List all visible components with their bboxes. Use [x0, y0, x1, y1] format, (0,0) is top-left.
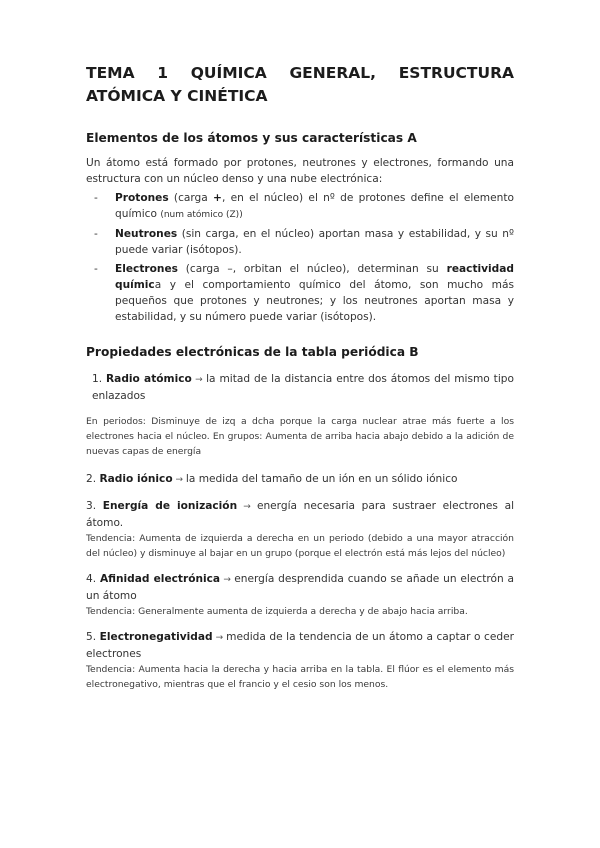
property-definition: la mitad de la distancia entre dos átomos del mismo tipo enlazados [92, 373, 514, 402]
property-number: 2. [86, 473, 100, 485]
item-text: , en el núcleo) el nº de protones define el elemento químico [115, 192, 514, 220]
property-electronegatividad [86, 629, 514, 692]
property-main-line [86, 629, 514, 662]
page-title-line-2: ATÓMICA Y CINÉTICA [86, 87, 268, 105]
item-note: (num atómico (Z)) [160, 210, 243, 220]
arrow-icon: → [220, 575, 235, 585]
bullet-dash: - [94, 263, 98, 275]
property-detail: Tendencia: Aumenta de izquierda a derecha en un periodo (debido a una mayor atracción del núcleo) y disminuye al bajar en un grupo (porque el electrón está más lejos del núcleo) [86, 533, 514, 559]
property-radio-atomico [86, 371, 514, 459]
property-definition: medida de la tendencia de un átomo a captar o ceder electrones [86, 631, 514, 660]
property-number: 5. [86, 631, 100, 643]
item-text: (carga [168, 192, 214, 204]
property-detail: En periodos: Disminuye de izq a dcha porque la carga nuclear atrae más fuerte a los electrones hacia el núcleo. En grupos: Aumenta de arriba hacia abajo debido a la adición de nuevas capas de energía [86, 416, 514, 457]
section-heading-elements: Elementos de los átomos y sus características A [86, 131, 417, 145]
list-item-electrones [86, 261, 514, 325]
term-reactividad: reactividad químic [115, 263, 514, 291]
property-energia-ionizacion [86, 498, 514, 561]
arrow-icon: → [172, 475, 186, 485]
property-main-line [86, 371, 514, 404]
property-radio-ionico [86, 471, 514, 488]
charge-sign: + [213, 192, 222, 204]
property-afinidad-electronica [86, 571, 514, 619]
particle-list [86, 190, 514, 325]
section-heading-properties: Propiedades electrónicas de la tabla periódica B [86, 345, 419, 359]
property-definition: energía necesaria para sustraer electrones al átomo. [86, 500, 515, 529]
list-item-protones [86, 190, 514, 223]
page-title-line-1: TEMA 1 QUÍMICA GENERAL, ESTRUCTURA [86, 64, 514, 82]
property-main-line [86, 498, 514, 531]
section-intro-paragraph: Un átomo está formado por protones, neutrones y electrones, formando una estructura con un núcleo denso y una nube electrónica: [86, 157, 514, 185]
property-definition: energía desprendida cuando se añade un electrón a un átomo [86, 573, 514, 602]
property-term: Afinidad electrónica [99, 573, 221, 585]
property-number: 4. [86, 573, 100, 585]
property-term: Electronegatividad [99, 631, 213, 643]
arrow-icon: → [191, 375, 207, 385]
property-main-line [86, 471, 514, 488]
item-text: a y el comportamiento químico del átomo, son mucho más pequeños que protones y neutrones; y los neutrones aportan masa y estabilidad, y su número puede variar (isótopos). [115, 279, 514, 323]
bullet-dash: - [94, 192, 98, 204]
item-text: (carga –, orbitan el núcleo), determinan su [177, 263, 447, 275]
property-definition: la medida del tamaño de un ión en un sólido iónico [185, 473, 458, 485]
property-term: Radio iónico [99, 473, 173, 485]
page-title [86, 62, 514, 108]
bullet-dash: - [94, 228, 98, 240]
property-number: 1. [92, 373, 107, 385]
term-protones: Protones [115, 192, 169, 204]
property-term: Radio atómico [106, 373, 192, 385]
arrow-icon: → [237, 502, 257, 512]
item-text: (sin carga, en el núcleo) aportan masa y estabilidad, y su nº puede variar (isótopos). [115, 228, 514, 256]
list-item-neutrones [86, 226, 514, 258]
property-detail: Tendencia: Aumenta hacia la derecha y hacia arriba en la tabla. El flúor es el elemento más electronegativo, mientras que el francio y el cesio son los menos. [86, 664, 514, 690]
arrow-icon: → [212, 633, 227, 643]
property-main-line [86, 571, 514, 604]
property-number: 3. [86, 500, 103, 512]
term-neutrones: Neutrones [115, 228, 178, 240]
property-term: Energía de ionización [102, 500, 238, 512]
property-detail: Tendencia: Generalmente aumenta de izquierda a derecha y de abajo hacia arriba. [86, 606, 468, 617]
term-electrones: Electrones [115, 263, 178, 275]
